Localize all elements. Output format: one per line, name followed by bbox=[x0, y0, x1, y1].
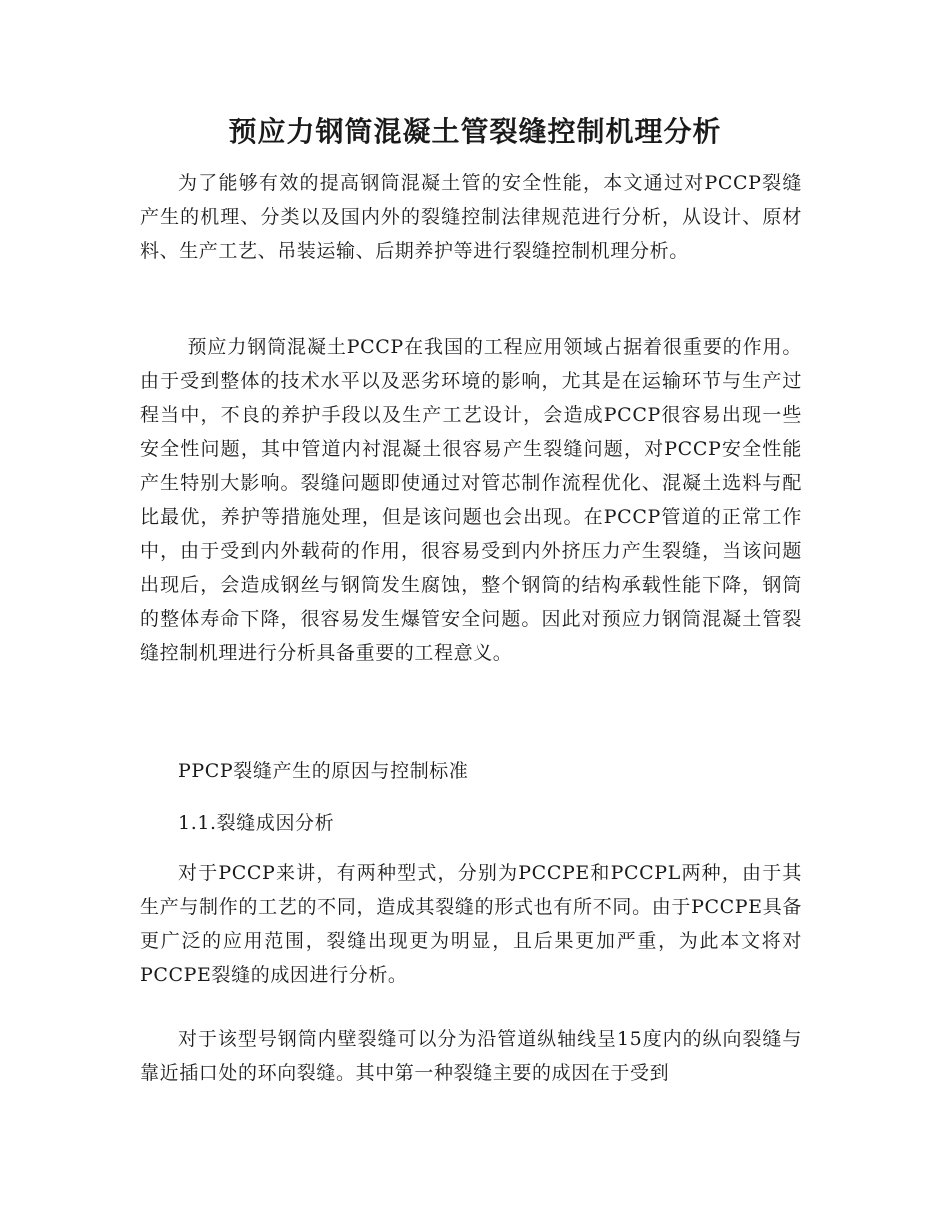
pccp-types-paragraph: 对于PCCP来讲，有两种型式，分别为PCCPE和PCCPL两种，由于其生产与制作的工艺的不同，造成其裂缝的形式也有所不同。由于PCCPE具备更广泛的应用范围，裂缝出现更为明显，且后果更加严重，为此本文将对PCCPE裂缝的成因进行分析。 bbox=[140, 862, 802, 986]
subsection-heading: 1.1.裂缝成因分析 bbox=[178, 812, 335, 834]
crack-types-paragraph: 对于该型号钢筒内壁裂缝可以分为沿管道纵轴线呈15度内的纵向裂缝与靠近插口处的环向裂缝。其中第一种裂缝主要的成因在于受到 bbox=[140, 1028, 802, 1084]
abstract-paragraph: 为了能够有效的提高钢筒混凝土管的安全性能，本文通过对PCCP裂缝产生的机理、分类以及国内外的裂缝控制法律规范进行分析，从设计、原材料、生产工艺、吊装运输、后期养护等进行裂缝控制机理分析。 bbox=[140, 172, 802, 262]
intro-paragraph: 预应力钢筒混凝土PCCP在我国的工程应用领域占据着很重要的作用。由于受到整体的技术水平以及恶劣环境的影响，尤其是在运输环节与生产过程当中，不良的养护手段以及生产工艺设计，会造成PCCP很容易出现一些安全性问题，其中管道内衬混凝土很容易产生裂缝问题，对PCCP安全性能产生特别大影响。裂缝问题即使通过对管芯制作流程优化、混凝土选料与配比最优，养护等措施处理，但是该问题也会出现。在PCCP管道的正常工作中，由于受到内外载荷的作用，很容易受到内外挤压力产生裂缝，当该问题出现后，会造成钢丝与钢筒发生腐蚀，整个钢筒的结构承载性能下降，钢筒的整体寿命下降，很容易发生爆管安全问题。因此对预应力钢筒混凝土管裂缝控制机理进行分析具备重要的工程意义。 bbox=[140, 336, 802, 664]
section-heading: PPCP裂缝产生的原因与控制标准 bbox=[178, 760, 469, 782]
document-title: 预应力钢筒混凝土管裂缝控制机理分析 bbox=[228, 115, 722, 148]
